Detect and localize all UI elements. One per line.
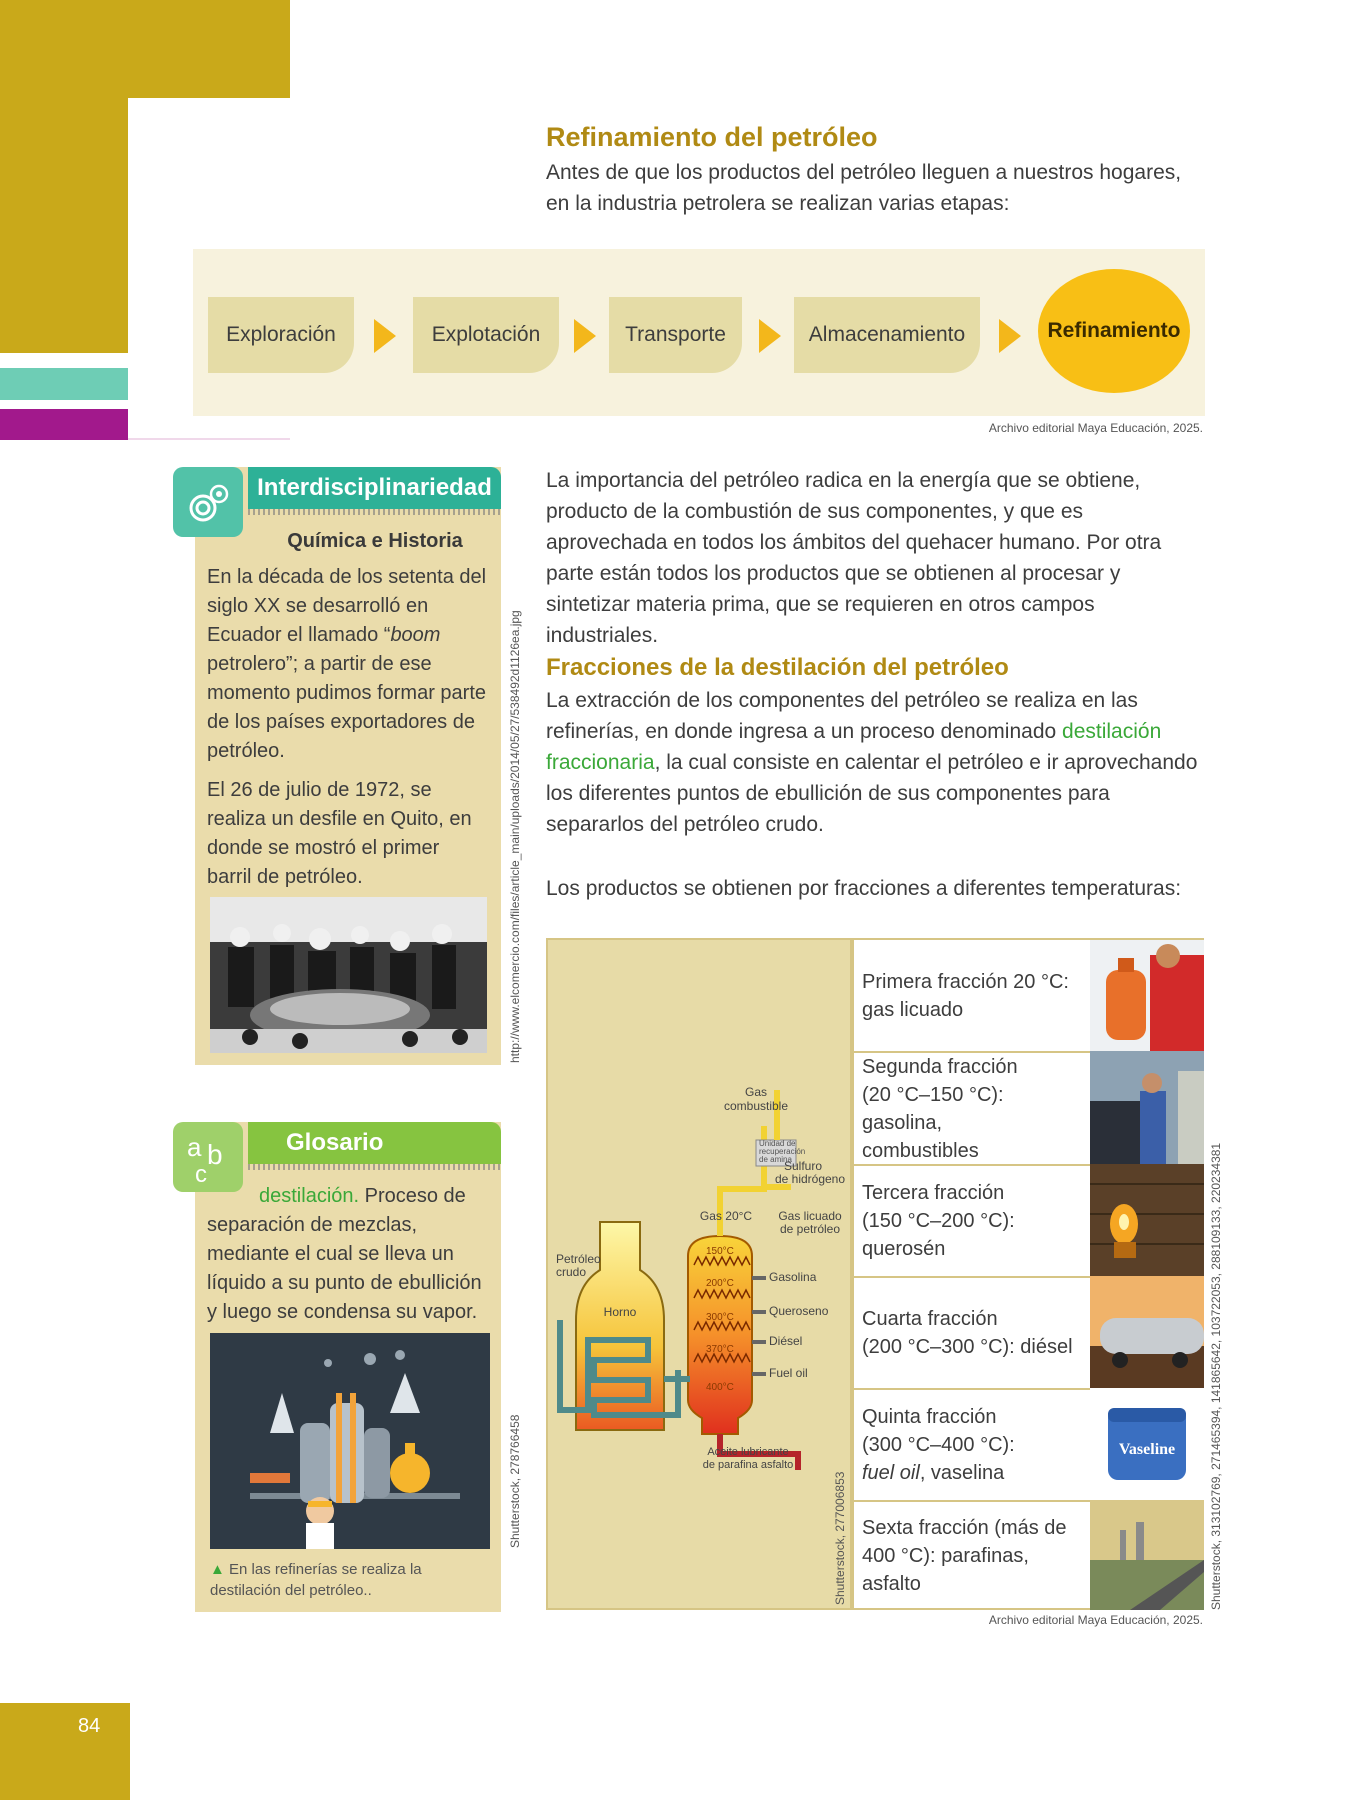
temperature-label: 400°C	[706, 1382, 734, 1393]
distillation-link: destilación fraccionaria	[546, 720, 1162, 774]
page-number-tab	[0, 1703, 130, 1800]
product-label: Vaseline	[1118, 1441, 1176, 1458]
glossary-term: destilación.	[259, 1185, 360, 1207]
process-flow	[193, 249, 1205, 416]
products-paragraph: Los productos se obtienen por fracciones a diferentes temperaturas:	[546, 877, 1182, 900]
diagram-label: de amina	[759, 1155, 792, 1164]
product-label: Gasolina	[769, 1270, 817, 1284]
page-number: 84	[78, 1715, 101, 1737]
svg-text:a: a	[187, 1132, 202, 1162]
flow-step-final: Refinamiento	[1038, 269, 1190, 393]
product-label: Queroseno	[769, 1304, 829, 1318]
photos-credit: Shutterstock, 313102769, 271465394, 141865642, 103722053, 288109133, 220234381	[1209, 1142, 1223, 1610]
fraction-row: Sexta fracción (más de 400 °C): parafinas, asfalto	[854, 1500, 1090, 1610]
box-title: Glosario	[248, 1122, 501, 1164]
fraction-row: Cuarta fracción (200 °C–300 °C): diésel	[854, 1276, 1090, 1388]
diagram-label: Horno	[603, 1305, 637, 1319]
temperature-label: 300°C	[706, 1312, 734, 1323]
decorative-magenta-bar	[0, 409, 128, 440]
temperature-label: 200°C	[706, 1278, 734, 1289]
flow-step: Exploración	[208, 297, 354, 373]
glossary-definition: destilación. Proceso de separación de mezclas, mediante el cual se lleva un líquido a su punto de ebullición y luego se condensa su vapor.	[207, 1185, 482, 1323]
distillation-diagram	[546, 938, 852, 1610]
diagram-label: combustible	[723, 1099, 789, 1113]
section-title: Refinamiento del petróleo	[546, 122, 878, 152]
diagram-label: crudo	[556, 1265, 587, 1279]
triangle-icon: ▲	[210, 1561, 225, 1578]
svg-text:b: b	[207, 1139, 223, 1170]
flow-step: Explotación	[413, 297, 559, 373]
diagram-label: Aceite lubricante	[707, 1446, 789, 1458]
diagram-label: de petróleo	[779, 1222, 841, 1236]
vaseline-jar-photo	[1090, 1388, 1204, 1500]
diagram-label: de hidrógeno	[774, 1172, 846, 1186]
illustration-caption: ▲ En las refinerías se realiza la destilación del petróleo..	[210, 1561, 422, 1599]
interdisciplinary-box	[195, 467, 501, 1065]
box-text	[207, 563, 489, 902]
parade-photo	[210, 897, 487, 1053]
flow-step: Almacenamiento	[794, 297, 980, 373]
temperature-label: 150°C	[706, 1246, 734, 1257]
decorative-zigzag	[248, 1164, 501, 1170]
arrow-right-icon	[759, 319, 781, 353]
history-paragraph: En la década de los setenta del siglo XX se desarrolló en Ecuador el llamado “boom petrolero”; a partir de ese momento pudimos formar parte de los países exportadores de petróleo.	[207, 566, 487, 762]
history-paragraph: El 26 de julio de 1972, se realiza un desfile en Quito, en donde se mostró el primer barril de petróleo.	[207, 779, 472, 888]
diagram-label: Gas	[744, 1085, 768, 1099]
section-title: Fracciones de la destilación del petróleo	[546, 654, 1009, 681]
decorative-divider	[128, 438, 290, 440]
gears-icon	[173, 467, 243, 537]
fraction-row: Primera fracción 20 °C: gas licuado	[862, 970, 1069, 1021]
refinery-illustration	[210, 1333, 490, 1549]
gas-station-photo	[1090, 1051, 1204, 1164]
oil-lamp-photo	[1090, 1164, 1204, 1276]
diagram-credit: Shutterstock, 277006853	[833, 1471, 847, 1605]
product-label: Diésel	[769, 1334, 803, 1348]
fraction-row: Segunda fracción (20 °C–150 °C): gasolina, combustibles	[854, 1051, 1090, 1164]
diagram-label: Gas licuado	[778, 1209, 842, 1223]
svg-text:c: c	[195, 1161, 207, 1188]
decorative-teal-bar	[0, 368, 128, 400]
decorative-gold-bar	[0, 0, 290, 98]
image-credit: Archivo editorial Maya Educación, 2025.	[988, 1613, 1203, 1627]
distillation-paragraph: La extracción de los componentes del petróleo se realiza en las refinerías, en donde ingresa a un proceso denominado destilación fraccionaria, la cual consiste en calentar el petróleo e ir aprovechando los diferentes puntos de ebullición de sus componentes para separarlos del petróleo crudo.	[546, 689, 1198, 836]
diagram-label: Petróleo	[556, 1252, 601, 1266]
highway-photo	[1090, 1500, 1204, 1610]
intro-paragraph: Antes de que los productos del petróleo lleguen a nuestros hogares, en la industria petrolera se realizan varias etapas:	[546, 161, 1182, 215]
photo-credit: http://www.elcomercio.com/files/article_main/uploads/2014/05/27/538492d1126ea.jpg	[508, 610, 522, 1063]
decorative-gold-bar	[0, 98, 128, 353]
gas-cylinder-photo	[1090, 940, 1204, 1051]
diagram-label: recuperación	[759, 1147, 806, 1156]
box-title: Interdisciplinariedad	[248, 467, 501, 509]
tanker-truck-photo	[1090, 1276, 1204, 1388]
image-credit: Archivo editorial Maya Educación, 2025.	[988, 421, 1203, 435]
diagram-label: de parafina asfalto	[702, 1459, 794, 1471]
illustration-credit: Shutterstock, 278766458	[508, 1414, 522, 1548]
diagram-label: Unidad de	[759, 1139, 796, 1148]
decorative-zigzag	[248, 509, 501, 515]
diagram-label: Gas 20°C	[699, 1209, 753, 1223]
arrow-right-icon	[374, 319, 396, 353]
temperature-label: 370°C	[706, 1344, 734, 1355]
importance-paragraph: La importancia del petróleo radica en la energía que se obtiene, producto de la combustión de sus componentes, y que es aprovechada en todos los ámbitos del quehacer humano. Por otra parte están todos los productos que se obtienen al procesar y sintetizar materia prima, que se requieren en otros campos industriales.	[546, 469, 1162, 647]
box-subtitle: Química e Historia	[287, 530, 463, 552]
arrow-right-icon	[999, 319, 1021, 353]
fractions-table	[852, 938, 1204, 1610]
diagram-label: Sulfuro	[783, 1159, 823, 1173]
fraction-row: Tercera fracción (150 °C–200 °C): querosén	[854, 1164, 1090, 1276]
flow-step: Transporte	[609, 297, 742, 373]
arrow-right-icon	[574, 319, 596, 353]
glossary-box	[187, 1122, 501, 1612]
fraction-row: Quinta fracción (300 °C–400 °C): fuel oil, vaselina	[854, 1388, 1090, 1500]
product-label: Fuel oil	[769, 1366, 808, 1380]
